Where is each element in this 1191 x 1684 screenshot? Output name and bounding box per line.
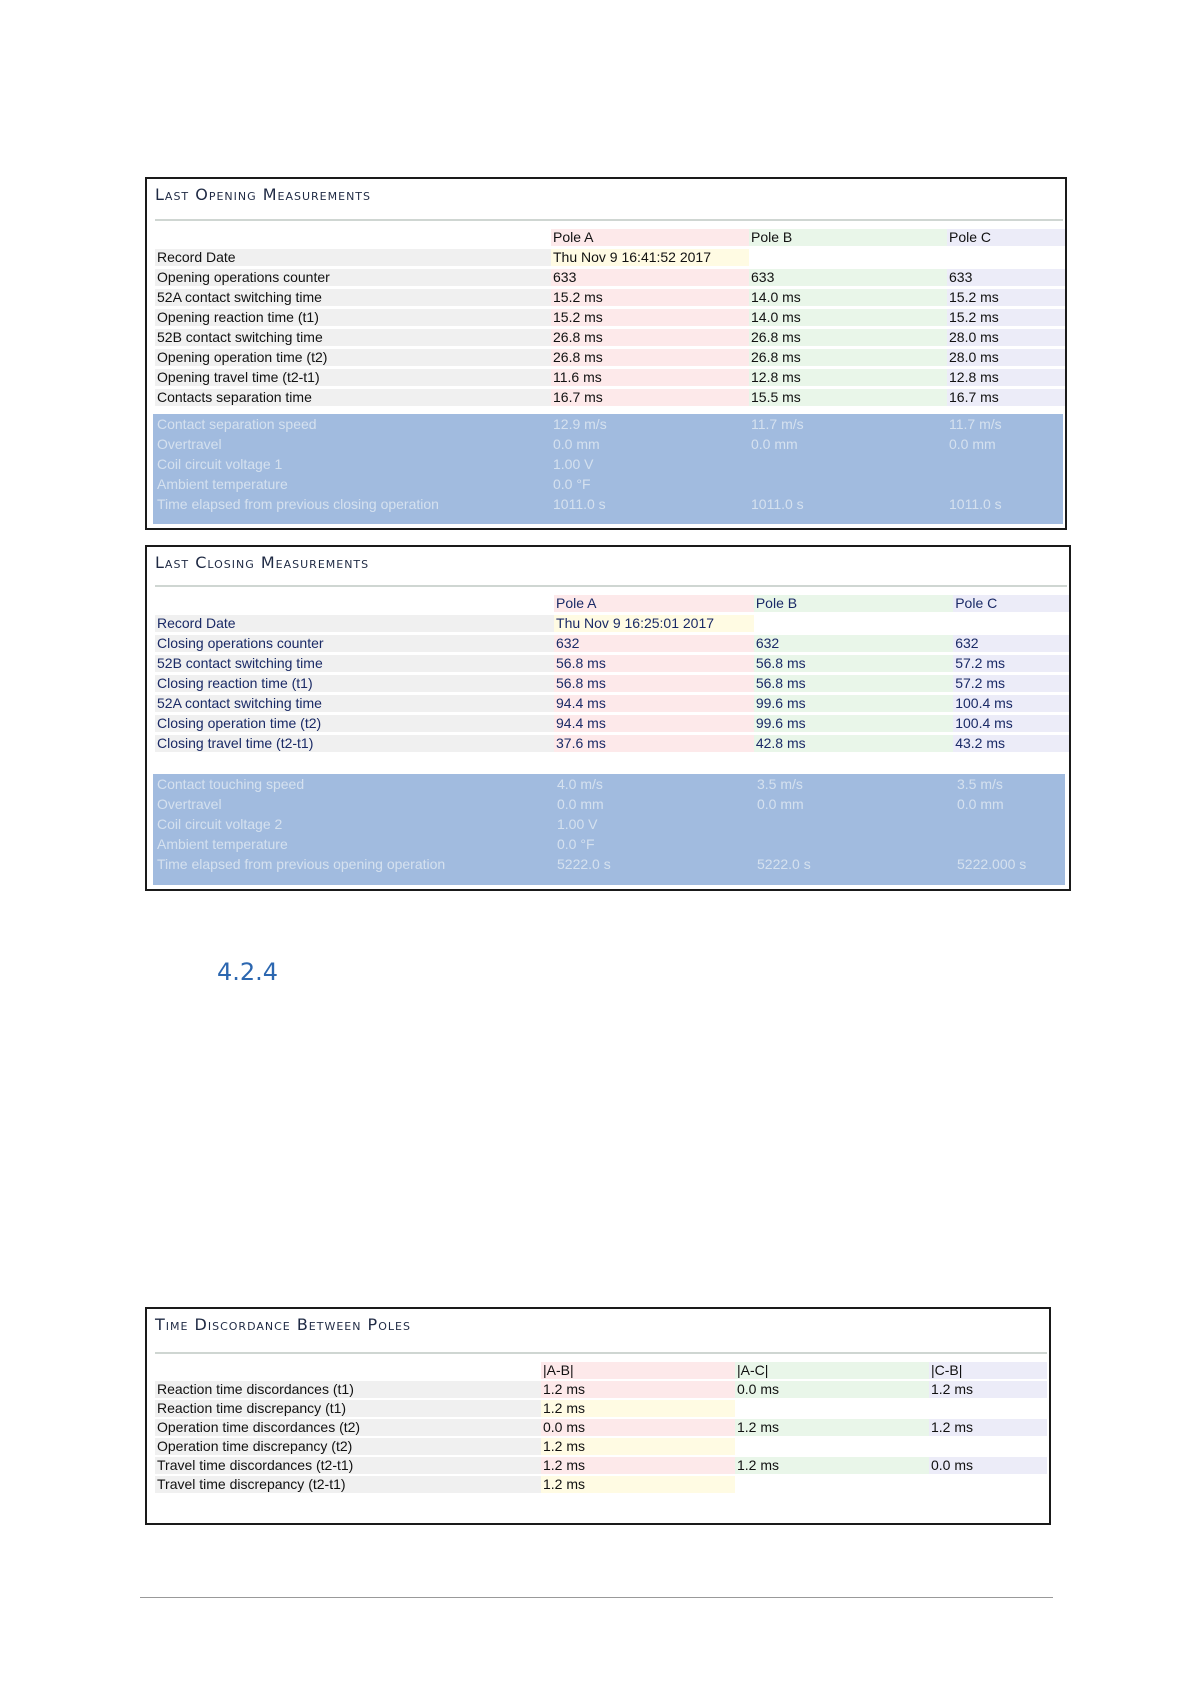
header-c-b: |C-B| xyxy=(929,1362,1047,1379)
cell-pole-c: 11.7 m/s xyxy=(949,416,1002,432)
cell xyxy=(735,1476,929,1493)
cell-pole-a: 11.6 ms xyxy=(551,369,749,386)
table-row xyxy=(155,1419,1047,1436)
cell-pole-b: 12.8 ms xyxy=(749,369,947,386)
record-date-value: Thu Nov 9 16:25:01 2017 xyxy=(554,615,754,632)
cell-c-b: 1.2 ms xyxy=(929,1381,1047,1398)
row-label: 52A contact switching time xyxy=(155,695,554,712)
cell-pole-b: 26.8 ms xyxy=(749,329,947,346)
row-label: Travel time discordances (t2-t1) xyxy=(155,1457,541,1474)
row-label: Opening operations counter xyxy=(155,269,551,286)
cell-pole-a: 1.00 V xyxy=(553,456,594,472)
table-row xyxy=(155,856,1061,873)
table-row xyxy=(155,389,1065,406)
discordance-title-rule xyxy=(155,1352,1047,1354)
table-row xyxy=(155,655,1069,672)
table-row xyxy=(155,836,1061,853)
cell-a-c: 1.2 ms xyxy=(735,1457,929,1474)
cell xyxy=(929,1400,1047,1417)
table-row xyxy=(155,776,1061,793)
row-label: Closing operation time (t2) xyxy=(155,715,554,732)
opening-masked-region xyxy=(153,414,1063,524)
cell-pole-a: 94.4 ms xyxy=(554,715,754,732)
table-row xyxy=(155,735,1069,752)
table-row xyxy=(155,289,1065,306)
cell xyxy=(929,1438,1047,1455)
cell-pole-a: 94.4 ms xyxy=(554,695,754,712)
cell-c-b: 0.0 ms xyxy=(929,1457,1047,1474)
opening-panel-title: Last Opening Measurements xyxy=(155,185,371,204)
cell-a-b: 1.2 ms xyxy=(541,1400,735,1417)
table-row xyxy=(155,476,1057,493)
cell-pole-b: 11.7 m/s xyxy=(751,416,804,432)
cell xyxy=(735,1438,929,1455)
closing-masked-table xyxy=(155,773,1061,876)
row-label: Time elapsed from previous closing operation xyxy=(157,496,439,512)
table-row xyxy=(155,1457,1047,1474)
cell-pole-b xyxy=(749,456,947,473)
table-row xyxy=(155,796,1061,813)
cell-a-b: 1.2 ms xyxy=(541,1476,735,1493)
cell-pole-a: 633 xyxy=(551,269,749,286)
cell-pole-a: 26.8 ms xyxy=(551,349,749,366)
row-label: Closing travel time (t2-t1) xyxy=(155,735,554,752)
cell-pole-a: 37.6 ms xyxy=(554,735,754,752)
row-label: Contacts separation time xyxy=(155,389,551,406)
cell-pole-a: 26.8 ms xyxy=(551,329,749,346)
table-row xyxy=(155,1476,1047,1493)
cell-pole-b: 1011.0 s xyxy=(751,496,804,512)
cell-pole-c: 57.2 ms xyxy=(953,675,1069,692)
row-label: Opening operation time (t2) xyxy=(155,349,551,366)
cell-pole-a: 632 xyxy=(554,635,754,652)
row-label: Overtravel xyxy=(157,796,222,812)
row-label: Record Date xyxy=(155,615,554,632)
cell-pole-c: 43.2 ms xyxy=(953,735,1069,752)
cell-a-c: 1.2 ms xyxy=(735,1419,929,1436)
row-label: Ambient temperature xyxy=(157,476,288,492)
cell-pole-b: 5222.0 s xyxy=(757,856,811,872)
cell-pole-a: 0.0 mm xyxy=(557,796,604,812)
row-label: Contact touching speed xyxy=(157,776,305,792)
table-row xyxy=(155,436,1057,453)
cell-pole-a: 56.8 ms xyxy=(554,655,754,672)
time-discordance-panel xyxy=(145,1307,1051,1525)
cell-pole-c: 12.8 ms xyxy=(947,369,1065,386)
cell-pole-c: 632 xyxy=(953,635,1069,652)
table-row xyxy=(155,1438,1047,1455)
cell-pole-a: 5222.0 s xyxy=(557,856,611,872)
cell-pole-b xyxy=(755,836,955,853)
cell-pole-c: 5222.000 s xyxy=(957,856,1027,872)
table-row xyxy=(155,675,1069,692)
cell-pole-c: 15.2 ms xyxy=(947,309,1065,326)
row-label: Reaction time discrepancy (t1) xyxy=(155,1400,541,1417)
row-label: Travel time discrepancy (t2-t1) xyxy=(155,1476,541,1493)
table-row xyxy=(155,496,1057,513)
cell-pole-b: 0.0 mm xyxy=(757,796,804,812)
record-date-value: Thu Nov 9 16:41:52 2017 xyxy=(551,249,749,266)
cell-pole-b: 26.8 ms xyxy=(749,349,947,366)
discordance-header-row xyxy=(155,1362,1047,1379)
cell-pole-c: 16.7 ms xyxy=(947,389,1065,406)
table-row xyxy=(155,416,1057,433)
cell-pole-a: 0.0 °F xyxy=(557,836,595,852)
cell xyxy=(735,1400,929,1417)
table-row xyxy=(155,1400,1047,1417)
cell-pole-b xyxy=(749,476,947,493)
opening-measurements-panel xyxy=(145,177,1067,530)
header-a-c: |A-C| xyxy=(735,1362,929,1379)
cell-pole-b: 0.0 mm xyxy=(751,436,798,452)
opening-table xyxy=(155,226,1065,409)
row-label: Reaction time discordances (t1) xyxy=(155,1381,541,1398)
table-row xyxy=(155,329,1065,346)
cell xyxy=(929,1476,1047,1493)
cell-pole-c: 3.5 m/s xyxy=(957,776,1003,792)
cell-pole-c: 57.2 ms xyxy=(953,655,1069,672)
cell-a-b: 1.2 ms xyxy=(541,1381,735,1398)
cell-pole-c: 15.2 ms xyxy=(947,289,1065,306)
cell-c-b: 1.2 ms xyxy=(929,1419,1047,1436)
closing-title-rule xyxy=(155,585,1067,587)
cell-a-c: 0.0 ms xyxy=(735,1381,929,1398)
table-row xyxy=(155,369,1065,386)
cell-a-b: 1.2 ms xyxy=(541,1438,735,1455)
discordance-panel-title: Time Discordance Between Poles xyxy=(155,1315,411,1334)
table-row xyxy=(155,349,1065,366)
table-row xyxy=(155,309,1065,326)
cell-pole-b: 56.8 ms xyxy=(754,655,953,672)
opening-title-rule xyxy=(155,219,1063,221)
table-row xyxy=(155,715,1069,732)
table-row xyxy=(155,635,1069,652)
row-label: Closing reaction time (t1) xyxy=(155,675,554,692)
cell-pole-b: 632 xyxy=(754,635,953,652)
header-a-b: |A-B| xyxy=(541,1362,735,1379)
cell-pole-c: 28.0 ms xyxy=(947,349,1065,366)
table-row xyxy=(155,615,1069,632)
section-number: 4.2.4 xyxy=(217,958,279,986)
cell-pole-b: 15.5 ms xyxy=(749,389,947,406)
row-label: 52B contact switching time xyxy=(155,329,551,346)
cell-pole-b: 42.8 ms xyxy=(754,735,953,752)
table-row xyxy=(155,249,1065,266)
closing-masked-region xyxy=(153,774,1065,885)
cell-pole-b: 3.5 m/s xyxy=(757,776,803,792)
cell-pole-c: 633 xyxy=(947,269,1065,286)
row-label: Operation time discrepancy (t2) xyxy=(155,1438,541,1455)
cell-pole-a: 1.00 V xyxy=(557,816,598,832)
opening-masked-table xyxy=(155,413,1057,516)
table-row xyxy=(155,816,1061,833)
closing-table xyxy=(155,592,1069,755)
cell-pole-a: 15.2 ms xyxy=(551,309,749,326)
cell-pole-a: 12.9 m/s xyxy=(553,416,607,432)
cell-a-b: 1.2 ms xyxy=(541,1457,735,1474)
cell-pole-c: 100.4 ms xyxy=(953,695,1069,712)
cell-pole-c: 28.0 ms xyxy=(947,329,1065,346)
row-label: Operation time discordances (t2) xyxy=(155,1419,541,1436)
cell-pole-a: 16.7 ms xyxy=(551,389,749,406)
opening-header-row xyxy=(155,229,1065,246)
opening-header-pole-c: Pole C xyxy=(947,229,1065,246)
row-label: Ambient temperature xyxy=(157,836,288,852)
cell xyxy=(749,249,947,266)
closing-header-pole-b: Pole B xyxy=(754,595,953,612)
cell-pole-a: 4.0 m/s xyxy=(557,776,603,792)
cell-pole-c xyxy=(955,836,1061,853)
cell xyxy=(953,615,1069,632)
cell-pole-c xyxy=(947,476,1057,493)
opening-header-pole-a: Pole A xyxy=(551,229,749,246)
row-label: Opening travel time (t2-t1) xyxy=(155,369,551,386)
row-label: Coil circuit voltage 2 xyxy=(157,816,283,832)
cell-pole-b: 14.0 ms xyxy=(749,289,947,306)
cell-a-b: 0.0 ms xyxy=(541,1419,735,1436)
cell-pole-a: 15.2 ms xyxy=(551,289,749,306)
cell-pole-c: 100.4 ms xyxy=(953,715,1069,732)
cell-pole-c xyxy=(947,456,1057,473)
cell-pole-b: 633 xyxy=(749,269,947,286)
cell-pole-b: 99.6 ms xyxy=(754,695,953,712)
cell-pole-a: 0.0 mm xyxy=(553,436,600,452)
table-row xyxy=(155,695,1069,712)
table-row xyxy=(155,269,1065,286)
cell xyxy=(754,615,953,632)
footer-divider xyxy=(140,1597,1053,1598)
row-label: Record Date xyxy=(155,249,551,266)
row-label: Contact separation speed xyxy=(157,416,317,432)
closing-measurements-panel xyxy=(145,545,1071,891)
cell-pole-c: 0.0 mm xyxy=(949,436,996,452)
cell-pole-c xyxy=(955,816,1061,833)
cell-pole-c: 1011.0 s xyxy=(949,496,1002,512)
row-label: Overtravel xyxy=(157,436,222,452)
cell-pole-c: 0.0 mm xyxy=(957,796,1004,812)
cell-pole-b xyxy=(755,816,955,833)
row-label: Time elapsed from previous opening operation xyxy=(157,856,446,872)
discordance-table xyxy=(155,1360,1047,1495)
closing-header-pole-a: Pole A xyxy=(554,595,754,612)
closing-header-row xyxy=(155,595,1069,612)
closing-header-pole-c: Pole C xyxy=(953,595,1069,612)
cell-pole-a: 1011.0 s xyxy=(553,496,606,512)
row-label: Coil circuit voltage 1 xyxy=(157,456,283,472)
closing-panel-title: Last Closing Measurements xyxy=(155,553,370,572)
row-label: 52B contact switching time xyxy=(155,655,554,672)
cell-pole-b: 56.8 ms xyxy=(754,675,953,692)
cell-pole-a: 56.8 ms xyxy=(554,675,754,692)
table-row xyxy=(155,456,1057,473)
cell-pole-b: 14.0 ms xyxy=(749,309,947,326)
table-row xyxy=(155,1381,1047,1398)
row-label: 52A contact switching time xyxy=(155,289,551,306)
opening-header-pole-b: Pole B xyxy=(749,229,947,246)
cell xyxy=(947,249,1065,266)
cell-pole-a: 0.0 °F xyxy=(553,476,591,492)
cell-pole-b: 99.6 ms xyxy=(754,715,953,732)
row-label: Opening reaction time (t1) xyxy=(155,309,551,326)
row-label: Closing operations counter xyxy=(155,635,554,652)
